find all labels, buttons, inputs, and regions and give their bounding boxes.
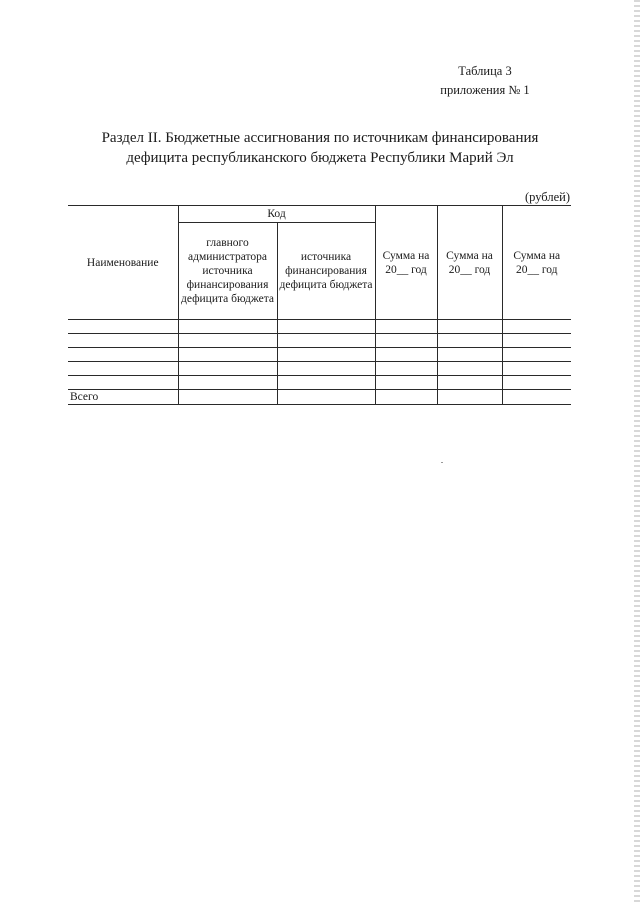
table-cell xyxy=(68,348,178,362)
table-cell xyxy=(437,376,502,390)
table-cell xyxy=(375,390,437,405)
table-cell xyxy=(375,362,437,376)
header-code-admin: главного администратора источника финансирования дефицита бюджета xyxy=(178,223,277,320)
budget-table xyxy=(68,205,571,405)
table-cell xyxy=(277,320,375,334)
table-cell xyxy=(437,320,502,334)
header-row-1 xyxy=(68,206,571,223)
header-sum-3: Сумма на 20__ год xyxy=(502,206,571,320)
table-cell xyxy=(68,376,178,390)
table-cell xyxy=(375,320,437,334)
header-code-group: Код xyxy=(178,206,375,223)
table-cell xyxy=(68,320,178,334)
total-label: Всего xyxy=(68,390,178,405)
table-row xyxy=(68,362,571,376)
table-cell xyxy=(178,362,277,376)
section-title-line-1: Раздел II. Бюджетные ассигнования по источникам финансирования xyxy=(101,130,539,146)
table-cell xyxy=(437,362,502,376)
table-reference xyxy=(400,62,570,100)
appendix-reference: приложения № 1 xyxy=(440,83,530,97)
table-cell xyxy=(437,334,502,348)
table-cell xyxy=(502,348,571,362)
header-sum-1: Сумма на 20__ год xyxy=(375,206,437,320)
table-cell xyxy=(277,362,375,376)
section-title xyxy=(40,128,600,168)
table-cell xyxy=(502,390,571,405)
table-cell xyxy=(375,348,437,362)
table-cell xyxy=(277,390,375,405)
total-row xyxy=(68,390,571,405)
table-cell xyxy=(178,376,277,390)
table-cell xyxy=(178,348,277,362)
table-row xyxy=(68,348,571,362)
table-number: Таблица 3 xyxy=(458,64,512,78)
header-sum-2: Сумма на 20__ год xyxy=(437,206,502,320)
table-cell xyxy=(375,334,437,348)
table-cell xyxy=(277,334,375,348)
table-cell xyxy=(68,362,178,376)
table-cell xyxy=(437,348,502,362)
table-cell xyxy=(502,334,571,348)
header-name: Наименование xyxy=(68,206,178,320)
header-code-source: источника финансирования дефицита бюджета xyxy=(277,223,375,320)
table-cell xyxy=(502,320,571,334)
table-cell xyxy=(502,376,571,390)
table-row xyxy=(68,320,571,334)
table-cell xyxy=(277,376,375,390)
table-cell xyxy=(178,390,277,405)
table-cell xyxy=(277,348,375,362)
table-cell xyxy=(502,362,571,376)
scan-speck xyxy=(441,462,443,463)
table-cell xyxy=(375,376,437,390)
table-row xyxy=(68,376,571,390)
table-cell xyxy=(437,390,502,405)
table-cell xyxy=(178,334,277,348)
section-title-line-2: дефицита республиканского бюджета Республики Марий Эл xyxy=(126,150,514,166)
table-cell xyxy=(68,334,178,348)
table-row xyxy=(68,334,571,348)
scan-edge-decoration xyxy=(634,0,640,905)
units-label: (рублей) xyxy=(524,190,570,204)
table-cell xyxy=(178,320,277,334)
